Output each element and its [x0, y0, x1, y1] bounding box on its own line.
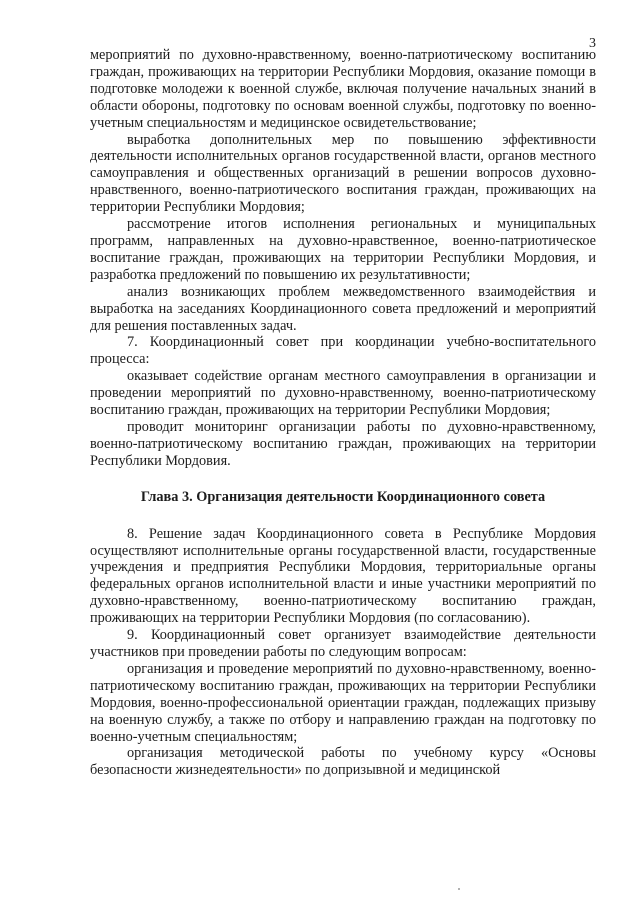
- paragraph: проводит мониторинг организации работы по духовно-нравственному, военно-патриотическому воспитанию граждан, проживающих на территории Республики Мордовия.: [90, 418, 596, 469]
- paragraph: оказывает содействие органам местного самоуправления в организации и проведении мероприятий по духовно-нравственному, военно-патриотическому воспитанию граждан, проживающих на территории Республики Мордовия;: [90, 368, 596, 419]
- chapter-heading: Глава 3. Организация деятельности Координационного совета: [140, 488, 546, 505]
- paragraph-item-8: 8. Решение задач Координационного совета в Республике Мордовия осуществляют исполнительные органы государственной власти, государственные учреждения и предприятия Республики Мордовия, территориальные органы федеральных органов исполнительной власти и иные участники мероприятий по духовно-нравственному, военно-патриотическому воспитанию граждан, проживающих на территории Республики Мордовия (по согласованию).: [90, 525, 596, 627]
- paragraph: выработка дополнительных мер по повышению эффективности деятельности исполнительных органов государственной власти, органов местного самоуправления и общественных организаций в решении вопросов духовно-нравственного, военно-патриотического воспитания граждан, проживающих на территории Республики Мордовия;: [90, 131, 596, 216]
- paragraph: организация и проведение мероприятий по духовно-нравственному, военно-патриотическому воспитанию граждан, проживающих на территории Республики Мордовия, военно-профессиональной ориентации граждан, подлежащих призыву на военную службу, а также по отбору и направлению граждан на подготовку по военно-учетным специальностям;: [90, 660, 596, 745]
- paragraph-item-7: 7. Координационный совет при координации учебно-воспитательного процесса:: [90, 334, 596, 368]
- paragraph: анализ возникающих проблем межведомственного взаимодействия и выработка на заседаниях Координационного совета предложений и мероприятий для решения поставленных задач.: [90, 283, 596, 334]
- page-number: 3: [589, 36, 596, 51]
- document-body: [90, 47, 596, 779]
- paragraph-continuation: мероприятий по духовно-нравственному, военно-патриотическому воспитанию граждан, проживающих на территории Республики Мордовия, оказание помощи в подготовке молодежи к военной службе, включая получение начальных знаний в области обороны, подготовку по основам военной службы, подготовку по военно-учетным специальностям и медицинское освидетельствование;: [90, 47, 596, 131]
- paragraph-item-9: 9. Координационный совет организует взаимодействие деятельности участников при проведении работы по следующим вопросам:: [90, 627, 596, 660]
- paragraph-last: организация методической работы по учебному курсу «Основы безопасности жизнедеятельности» по допризывной и медицинской: [90, 745, 596, 779]
- paragraph: рассмотрение итогов исполнения региональных и муниципальных программ, направленных на духовно-нравственное, военно-патриотическое воспитание граждан, проживающих на территории Республики Мордовия, и разработка предложений по повышению их результативности;: [90, 216, 596, 283]
- scan-artifact-dot: [458, 888, 460, 890]
